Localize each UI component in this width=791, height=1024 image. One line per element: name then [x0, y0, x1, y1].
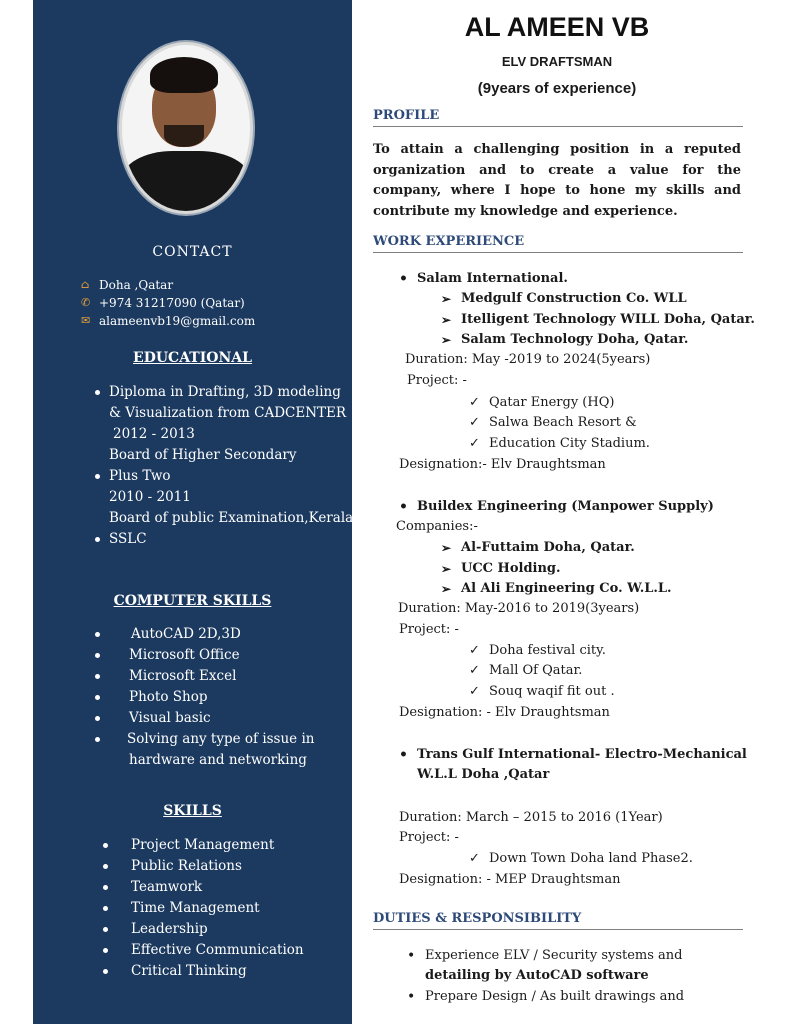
job3-designation: Designation: - MEP Draughtsman	[399, 872, 621, 887]
profile-heading: PROFILE	[373, 108, 743, 127]
job1-sub-company: ➢ Medgulf Construction Co. WLL	[461, 289, 687, 310]
experience-years: (9years of experience)	[477, 80, 637, 97]
contact-list	[81, 276, 255, 330]
job1-designation: Designation:- Elv Draughtsman	[399, 457, 606, 472]
job2-designation: Designation: - Elv Draughtsman	[399, 705, 610, 720]
skill-item: Public Relations	[103, 856, 343, 877]
skill-item: Critical Thinking	[103, 961, 343, 982]
job1-project: ✓ Qatar Energy (HQ)	[489, 393, 614, 414]
computer-skill-item: Microsoft Excel	[95, 666, 355, 687]
job-title: ELV DRAFTSMAN	[501, 54, 613, 69]
contact-phone	[81, 294, 255, 312]
education-plus-two-board: Board of public Examination,Kerala	[109, 510, 354, 526]
education-item-diploma: Diploma in Drafting, 3D modeling	[95, 382, 375, 403]
education-item-diploma-cont: & Visualization from CADCENTER	[109, 405, 347, 421]
job2-company: • Buildex Engineering (Manpower Supply)	[417, 497, 714, 518]
job1-company: • Salam International.	[417, 269, 568, 290]
computer-skill-item: Visual basic	[95, 708, 355, 729]
job3-project: ✓ Down Town Doha land Phase2.	[489, 849, 693, 870]
job2-sub-company: ➢ Al-Futtaim Doha, Qatar.	[461, 538, 635, 559]
job1-project-label: Project: -	[407, 373, 467, 388]
education-list	[95, 382, 375, 550]
skill-item: Project Management	[103, 835, 343, 856]
work-experience-heading: WORK EXPERIENCE	[373, 234, 743, 253]
education-diploma-board: Board of Higher Secondary	[109, 447, 297, 463]
skills-list	[103, 835, 343, 982]
location-icon: ⌂	[81, 278, 90, 291]
job1-sub-company: ➢ Salam Technology Doha, Qatar.	[461, 330, 688, 351]
job2-sub-company: ➢ UCC Holding.	[461, 559, 561, 580]
location-text: Doha ,Qatar	[99, 278, 174, 292]
sidebar	[33, 0, 352, 1024]
education-diploma-years: 2012 - 2013	[113, 426, 195, 442]
job2-project: ✓ Doha festival city.	[489, 641, 606, 662]
job3-project-label: Project: -	[399, 830, 459, 845]
job2-sub-company: ➢ Al Ali Engineering Co. W.L.L.	[461, 579, 672, 600]
job1-duration: Duration: May -2019 to 2024(5years)	[405, 352, 651, 367]
computer-skills-heading: COMPUTER SKILLS	[113, 593, 272, 609]
job3-company-cont: W.L.L Doha ,Qatar	[417, 767, 550, 782]
contact-location	[81, 276, 255, 294]
education-heading: EDUCATIONAL	[133, 350, 252, 366]
job1-project: ✓ Education City Stadium.	[489, 434, 650, 455]
job2-project: ✓ Mall Of Qatar.	[489, 661, 582, 682]
duty-item: • Prepare Design / As built drawings and	[425, 987, 684, 1008]
duties-heading: DUTIES & RESPONSIBILITY	[373, 911, 743, 930]
contact-email	[81, 312, 255, 330]
computer-skill-item-cont: hardware and networking	[129, 752, 307, 768]
job3-duration: Duration: March – 2015 to 2016 (1Year)	[399, 810, 663, 825]
job1-sub-company: ➢ Itelligent Technology WILL Doha, Qatar.	[461, 310, 755, 331]
contact-heading: CONTACT	[152, 244, 233, 260]
skill-item: Time Management	[103, 898, 343, 919]
job2-companies-label: Companies:-	[396, 519, 478, 534]
candidate-name: AL AMEEN VB	[464, 12, 650, 42]
profile-text: To attain a challenging position in a reputed organization and to create a value for the company, where I hope to hone my skills and contribute my knowledge and experience.	[373, 142, 741, 219]
skill-item: Effective Communication	[103, 940, 343, 961]
computer-skills-list	[95, 624, 355, 771]
phone-icon: ✆	[81, 296, 91, 309]
education-plus-two-years: 2010 - 2011	[109, 489, 191, 505]
duty-item: • Experience ELV / Security systems and	[425, 946, 683, 967]
job1-project: ✓ Salwa Beach Resort &	[489, 413, 637, 434]
email-icon: ✉	[81, 314, 91, 327]
computer-skill-item: Photo Shop	[95, 687, 355, 708]
job2-project-label: Project: -	[399, 622, 459, 637]
skill-item: Teamwork	[103, 877, 343, 898]
job2-project: ✓ Souq waqif fit out .	[489, 682, 615, 703]
duty-item-cont: detailing by AutoCAD software	[425, 968, 649, 983]
skill-item: Leadership	[103, 919, 343, 940]
computer-skill-item: Solving any type of issue in	[95, 729, 355, 750]
skills-heading: SKILLS	[163, 803, 222, 819]
email-text: alameenvb19@gmail.com	[99, 314, 256, 328]
job2-duration: Duration: May-2016 to 2019(3years)	[398, 601, 640, 616]
profile-photo	[119, 42, 253, 214]
phone-text: +974 31217090 (Qatar)	[99, 296, 245, 310]
computer-skill-item: Microsoft Office	[95, 645, 355, 666]
computer-skill-item: AutoCAD 2D,3D	[95, 624, 355, 645]
education-item-sslc: SSLC	[95, 529, 375, 550]
job3-company: • Trans Gulf International- Electro-Mechanical	[417, 745, 747, 766]
education-item-plus-two: Plus Two	[95, 466, 375, 487]
